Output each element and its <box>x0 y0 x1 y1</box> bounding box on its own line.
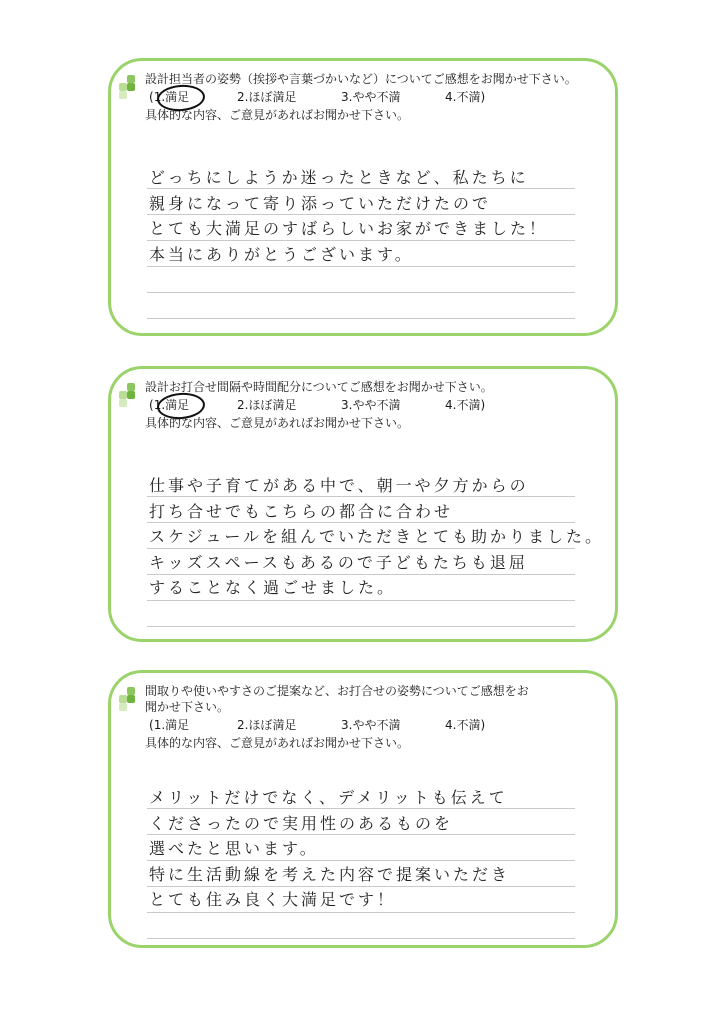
option-satisfied-selected[interactable]: (1.満足 <box>149 89 237 105</box>
answer-line: 親身になって寄り添っていただけたので <box>149 193 492 213</box>
option-somewhat-unsatisfied[interactable]: 3.やや不満 <box>341 398 401 412</box>
answer-line: キッズスペースもあるので子どもたちも退屈 <box>149 552 528 572</box>
question-text: 設計お打合せ間隔や時間配分についてご感想をお聞かせ下さい。 <box>145 380 493 394</box>
option-unsatisfied[interactable]: 4.不満) <box>445 718 486 732</box>
leaf-decoration-icon <box>119 383 141 405</box>
option-mostly-satisfied[interactable]: 2.ほぼ満足 <box>237 398 297 412</box>
option-mostly-satisfied[interactable]: 2.ほぼ満足 <box>237 90 297 104</box>
answer-line: くださったので実用性のあるものを <box>149 813 454 833</box>
answer-line: 本当にありがとうございます。 <box>149 244 414 264</box>
option-somewhat-unsatisfied[interactable]: 3.やや不満 <box>341 718 401 732</box>
survey-card-meeting-schedule <box>108 366 618 642</box>
comment-prompt: 具体的な内容、ご意見があればお聞かせ下さい。 <box>145 736 410 750</box>
handwritten-answer <box>149 165 595 267</box>
handwritten-answer <box>149 473 605 601</box>
answer-line: スケジュールを組んでいただきとても助かりました。 <box>149 527 605 546</box>
rating-options <box>149 397 529 413</box>
answer-line: メリットだけでなく、デメリットも伝えて <box>149 788 508 807</box>
answer-line: 仕事や子育てがある中で、朝一や夕方からの <box>149 476 529 495</box>
option-satisfied-selected[interactable]: (1.満足 <box>149 397 237 413</box>
answer-line: どっちにしようか迷ったときなど、私たちに <box>149 168 529 187</box>
answer-line: することなく過ごせました。 <box>149 578 397 597</box>
answer-line: 選べたと思います。 <box>149 839 319 858</box>
question-text: 間取りや使いやすさのご提案など、お打合せの姿勢についてご感想をお 聞かせ下さい。 <box>145 684 529 714</box>
rating-options <box>149 717 529 733</box>
option-satisfied[interactable]: (1.満足 <box>149 718 190 732</box>
handwritten-answer <box>149 785 595 913</box>
answer-line: 特に生活動線を考えた内容で提案いただき <box>149 864 511 884</box>
option-somewhat-unsatisfied[interactable]: 3.やや不満 <box>341 90 401 104</box>
comment-prompt: 具体的な内容、ご意見があればお聞かせ下さい。 <box>145 108 410 122</box>
answer-line: とても住み良く大満足です！ <box>149 890 397 909</box>
option-unsatisfied[interactable]: 4.不満) <box>445 90 486 104</box>
comment-prompt: 具体的な内容、ご意見があればお聞かせ下さい。 <box>145 416 410 430</box>
answer-line: とても大満足のすばらしいお家ができました！ <box>149 219 549 238</box>
survey-card-floor-plan-proposal <box>108 670 618 948</box>
answer-line: 打ち合せでもこちらの都合に合わせ <box>149 501 454 521</box>
option-mostly-satisfied[interactable]: 2.ほぼ満足 <box>237 718 297 732</box>
question-text: 設計担当者の姿勢（挨拶や言葉づかいなど）についてご感想をお聞かせ下さい。 <box>145 72 577 86</box>
leaf-decoration-icon <box>119 75 141 97</box>
option-unsatisfied[interactable]: 4.不満) <box>445 398 486 412</box>
survey-card-staff-attitude <box>108 58 618 336</box>
rating-options <box>149 89 529 105</box>
leaf-decoration-icon <box>119 687 141 709</box>
